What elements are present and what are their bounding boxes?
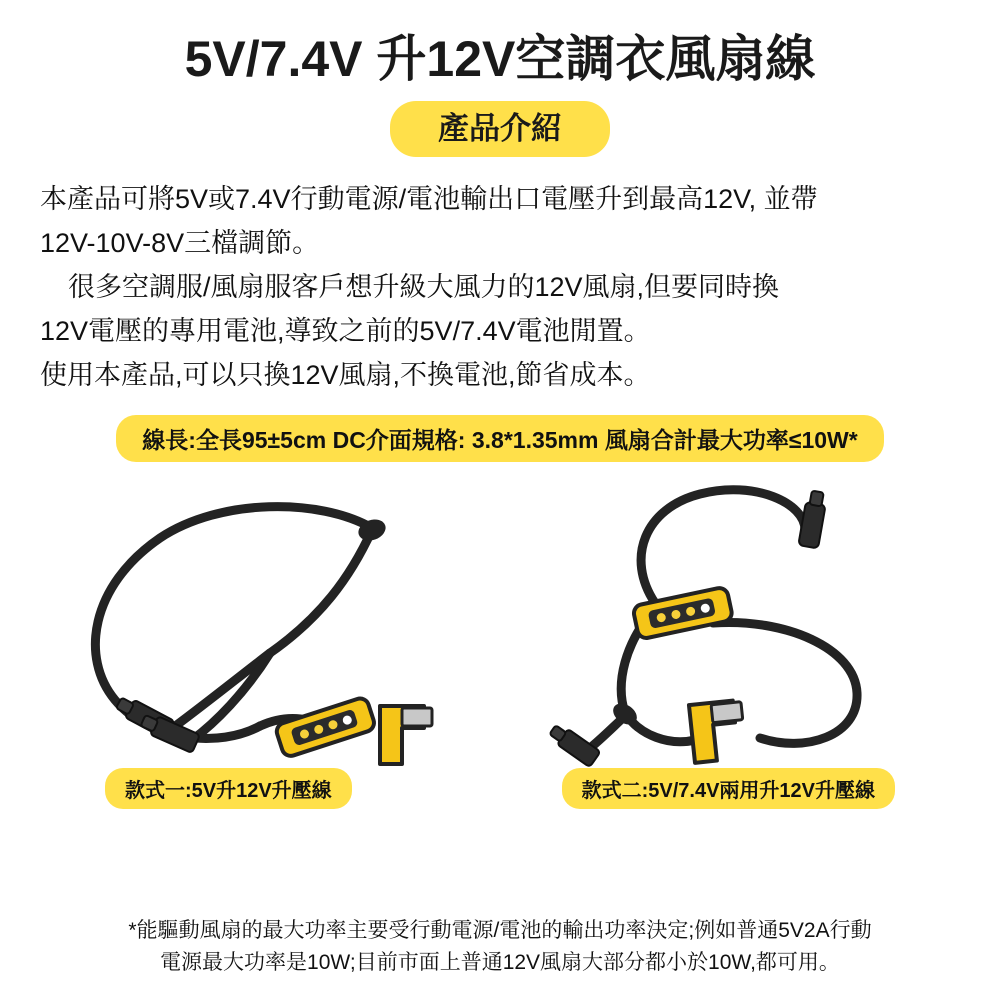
description-line-4: 12V電壓的專用電池,導致之前的5V/7.4V電池閒置。 (40, 315, 651, 346)
description-line-1: 本產品可將5V或7.4V行動電源/電池輸出口電壓升到最高12V, 並帶 (40, 184, 818, 215)
description-line-5: 使用本產品,可以只換12V風扇,不換電池,節省成本。 (40, 359, 651, 390)
section-badge-wrap (0, 101, 1000, 157)
footnote-block (0, 915, 1000, 978)
spec-bar: 線長:全長95±5cm DC介面規格: 3.8*1.35mm 風扇合計最大功率≤10W* (116, 415, 883, 462)
spec-bar-wrap (0, 415, 1000, 462)
description-line-2: 12V-10V-8V三檔調節。 (40, 228, 320, 259)
product-image-style-two (505, 468, 975, 788)
description-line-3: 很多空調服/風扇服客戶想升級大風力的12V風扇,但要同時換 (68, 271, 780, 302)
product-captions (0, 768, 1000, 809)
controller-module-one (274, 696, 376, 758)
description-block (40, 179, 960, 396)
cable-illustration-one (20, 468, 490, 788)
page-title: 5V/7.4V 升12V空調衣風扇線 (184, 31, 816, 87)
footnote-line-2: 電源最大功率是10W;目前市面上普通12V風扇大部分都小於10W,都可用。 (160, 950, 840, 974)
usb-connector-two (689, 699, 747, 762)
cable-illustration-two (505, 468, 975, 788)
dc-plug-two-top (798, 489, 827, 548)
caption-style-one: 款式一:5V升12V升壓線 (105, 768, 352, 809)
caption-style-two: 款式二:5V/7.4V兩用升12V升壓線 (562, 768, 895, 809)
product-image-style-one (20, 468, 490, 788)
footnote-line-1: *能驅動風扇的最大功率主要受行動電源/電池的輸出功率決定;例如普通5V2A行動 (128, 919, 872, 942)
product-intro-badge: 產品介紹 (390, 101, 610, 157)
product-images (0, 468, 1000, 828)
